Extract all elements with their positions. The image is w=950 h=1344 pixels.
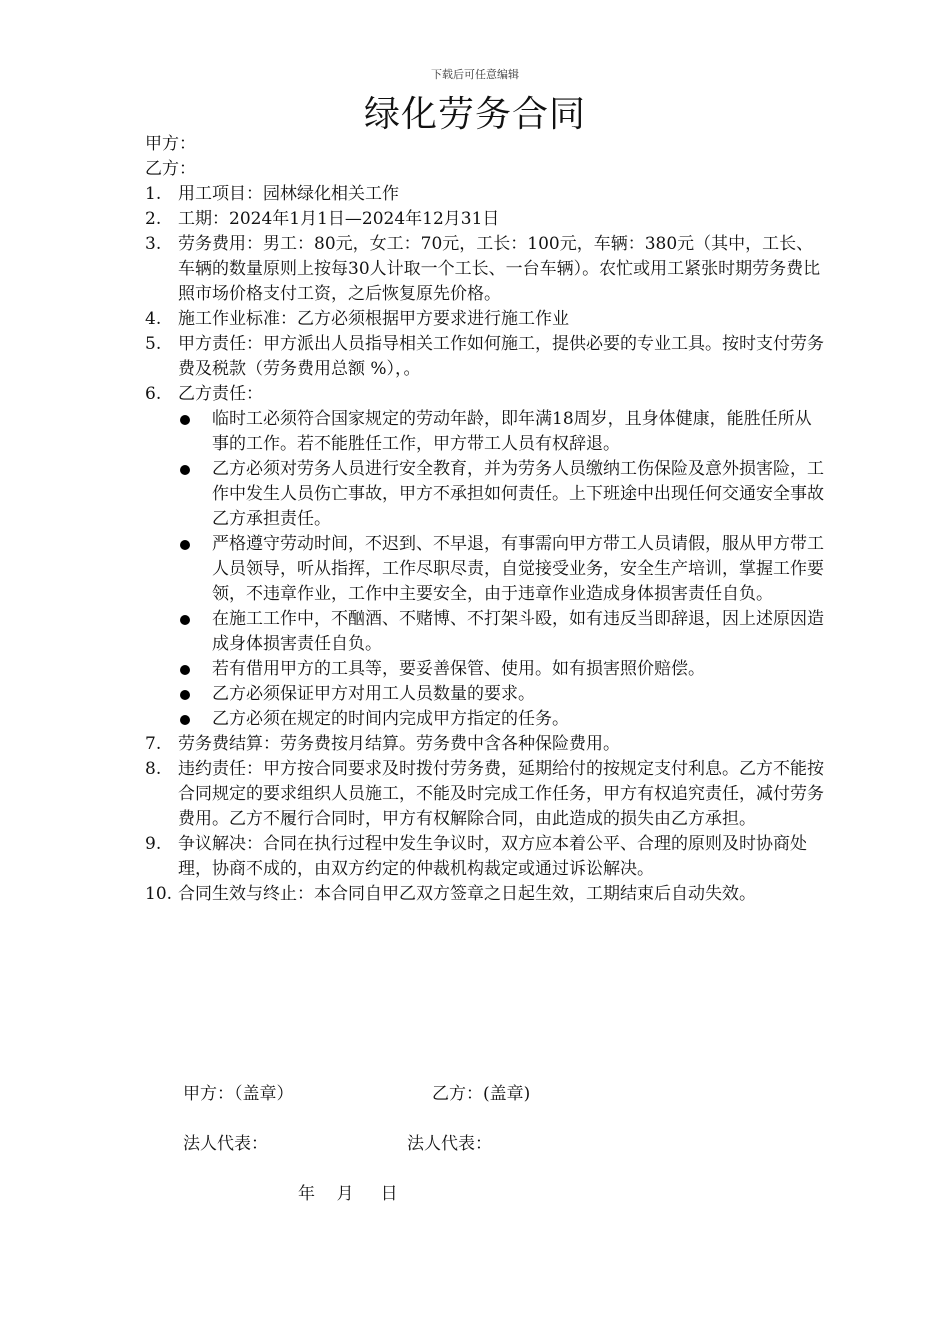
bullet-dot-icon: [180, 615, 190, 625]
party-b-representative: 法人代表：: [407, 1134, 492, 1154]
clause-text: 争议解决：合同在执行过程中发生争议时，双方应本着公平、合理的原则及时协商处理，协商不成的，由双方约定的仲裁机构裁定或通过诉讼解决。: [178, 834, 807, 879]
clause-4: [145, 307, 825, 332]
list-item: [145, 407, 825, 457]
bullet-text: 临时工必须符合国家规定的劳动年龄，即年满18周岁，且身体健康，能胜任所从事的工作。若不能胜任工作，甲方带工人员有权辞退。: [212, 409, 812, 454]
clause-6: [145, 382, 825, 407]
clause-number: 1.: [145, 184, 162, 204]
document-title: 绿化劳务合同: [363, 94, 586, 135]
bullet-text: 在施工工作中，不酗酒、不赌博、不打架斗殴，如有违反当即辞退，因上述原因造成身体损害责任自负。: [212, 609, 824, 654]
list-item: [145, 682, 825, 707]
bullet-dot-icon: [180, 690, 190, 700]
bullet-text: 乙方必须对劳务人员进行安全教育，并为劳务人员缴纳工伤保险及意外损害险，工作中发生人员伤亡事故，甲方不承担如何责任。上下班途中出现任何交通安全事故乙方承担责任。: [212, 459, 824, 529]
clause-number: 6.: [145, 384, 162, 404]
party-a-seal: 甲方：（盖章）: [183, 1084, 294, 1104]
party-b-duties-list: [145, 407, 825, 732]
bullet-dot-icon: [180, 540, 190, 550]
clause-number: 8.: [145, 759, 162, 779]
bullet-text: 乙方必须在规定的时间内完成甲方指定的任务。: [212, 709, 569, 729]
bullet-dot-icon: [180, 715, 190, 725]
clause-10: [145, 882, 825, 907]
clause-text: 乙方责任：: [178, 384, 263, 404]
party-b-line: 乙方：: [145, 159, 196, 179]
clause-7: [145, 732, 825, 757]
clause-text: 工期：2024年1月1日—2024年12月31日: [178, 209, 500, 229]
bullet-text: 严格遵守劳动时间，不迟到、不早退，有事需向甲方带工人员请假，服从甲方带工人员领导，听从指挥，工作尽职尽责，自觉接受业务，安全生产培训，掌握工作要领，不违章作业，工作中主要安全，由于违章作业造成身体损害责任自负。: [212, 534, 824, 604]
clause-8: [145, 757, 825, 832]
contract-body: [145, 132, 825, 907]
clause-number: 4.: [145, 309, 162, 329]
signing-date: 年 月 日: [298, 1184, 398, 1204]
clause-text: 施工作业标准：乙方必须根据甲方要求进行施工作业: [178, 309, 569, 329]
list-item: [145, 457, 825, 532]
bullet-dot-icon: [180, 415, 190, 425]
list-item: [145, 607, 825, 657]
header-note: 下载后可任意编辑: [431, 68, 519, 81]
party-b-seal: 乙方：(盖章): [432, 1084, 531, 1104]
party-a-representative: 法人代表：: [183, 1134, 268, 1154]
clause-text: 劳务费结算：劳务费按月结算。劳务费中含各种保险费用。: [178, 734, 620, 754]
clause-2: [145, 207, 825, 232]
clause-number: 10.: [145, 884, 173, 904]
bullet-text: 乙方必须保证甲方对用工人员数量的要求。: [212, 684, 535, 704]
bullet-dot-icon: [180, 465, 190, 475]
clause-text: 违约责任：甲方按合同要求及时拨付劳务费，延期给付的按规定支付利息。乙方不能按合同规定的要求组织人员施工，不能及时完成工作任务，甲方有权追究责任，减付劳务费用。乙方不履行合同时，甲方有权解除合同，由此造成的损失由乙方承担。: [178, 759, 824, 829]
clause-3: [145, 232, 825, 307]
clause-number: 3.: [145, 234, 162, 254]
clause-number: 9.: [145, 834, 162, 854]
clause-text: 甲方责任：甲方派出人员指导相关工作如何施工，提供必要的专业工具。按时支付劳务费及税款（劳务费用总额 %），。: [178, 334, 824, 379]
clause-number: 5.: [145, 334, 162, 354]
clause-number: 7.: [145, 734, 162, 754]
list-item: [145, 707, 825, 732]
bullet-dot-icon: [180, 665, 190, 675]
bullet-text: 若有借用甲方的工具等，要妥善保管、使用。如有损害照价赔偿。: [212, 659, 705, 679]
clause-text: 劳务费用：男工：80元，女工：70元，工长：100元，车辆：380元（其中，工长、车辆的数量原则上按每30人计取一个工长、一台车辆）。农忙或用工紧张时期劳务费比照市场价格支付工资，之后恢复原先价格。: [178, 234, 821, 304]
clause-number: 2.: [145, 209, 162, 229]
clause-9: [145, 832, 825, 882]
party-a-line: 甲方：: [145, 134, 196, 154]
clause-text: 用工项目：园林绿化相关工作: [178, 184, 399, 204]
list-item: [145, 532, 825, 607]
list-item: [145, 657, 825, 682]
clause-1: [145, 182, 825, 207]
clause-5: [145, 332, 825, 382]
clause-text: 合同生效与终止：本合同自甲乙双方签章之日起生效，工期结束后自动失效。: [178, 884, 756, 904]
